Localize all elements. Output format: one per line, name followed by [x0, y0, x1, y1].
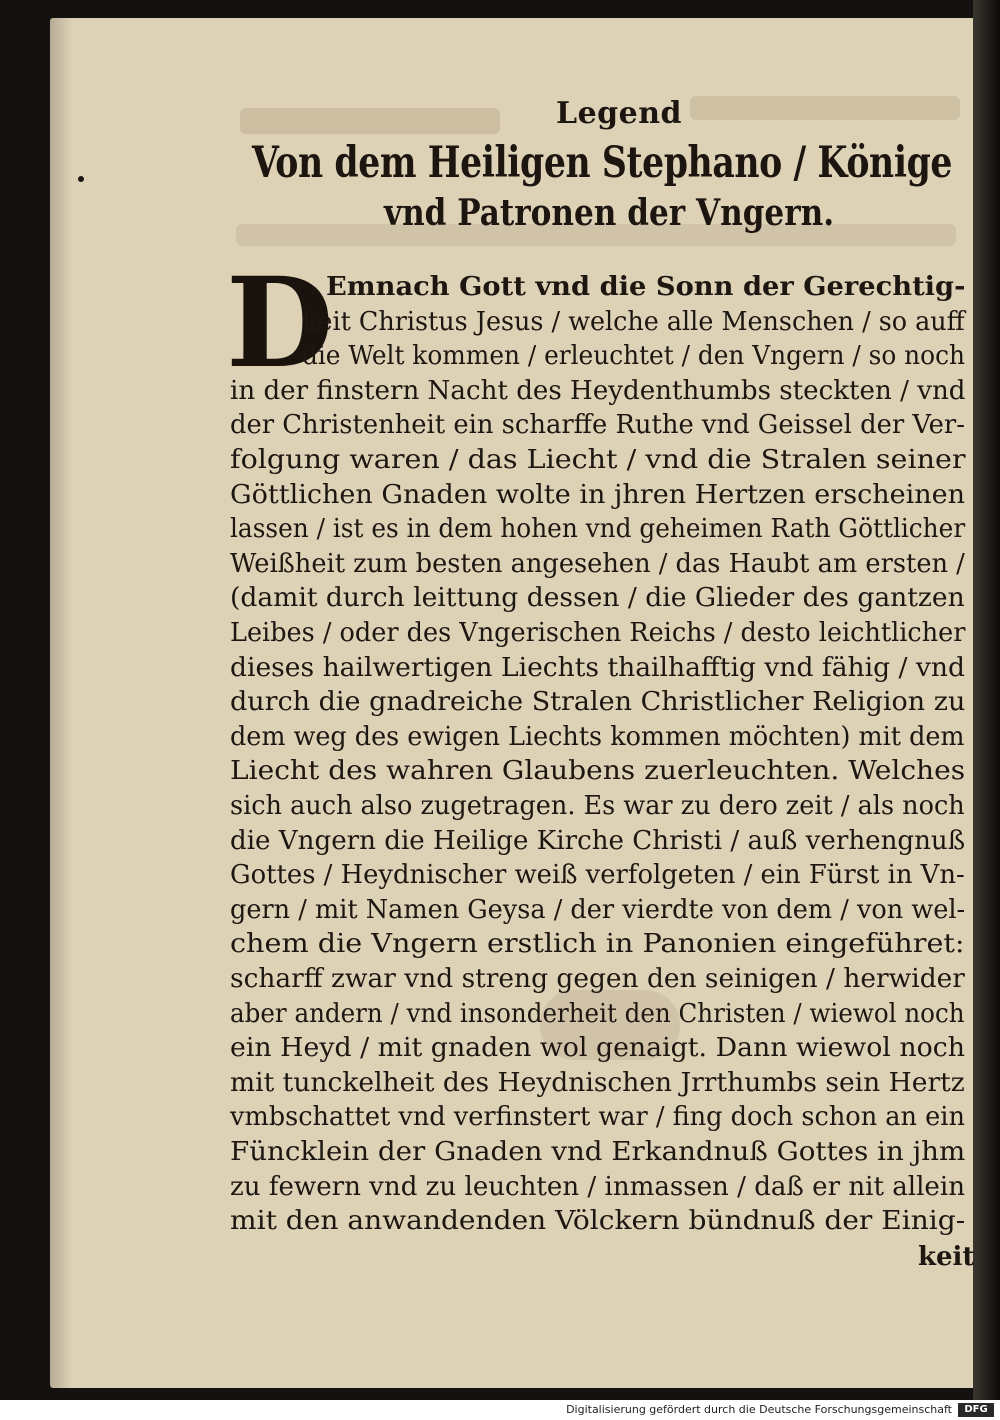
text-line: in der finstern Nacht des Heydenthumbs steckten / vnd — [230, 375, 966, 406]
show-through-mark — [690, 96, 960, 120]
drop-initial: D — [226, 251, 334, 396]
text-line: gern / mit Namen Geysa / der vierdte von dem / von wel- — [230, 894, 966, 925]
chapter-title: Von dem Heiligen Stephano / Könige — [252, 138, 953, 188]
text-line: Göttlichen Gnaden wolte in jhren Hertzen erscheinen — [230, 479, 966, 510]
text-line: Gottes / Heydnischer weiß verfolgeten / ein Fürst in Vn- — [230, 860, 965, 891]
text-line: ein Heyd / mit gnaden wol genaigt. Dann wiewol noch — [230, 1033, 965, 1064]
catchword: keit — [918, 1242, 975, 1272]
text-line: folgung waren / das Liecht / vnd die Stralen seiner — [230, 445, 966, 475]
text-line: durch die gnadreiche Stralen Christlicher Religion zu — [230, 687, 966, 718]
text-line: sich auch also zugetragen. Es war zu dero zeit / als noch — [230, 791, 965, 821]
page-inner-shadow — [50, 18, 72, 1388]
text-line: Füncklein der Gnaden vnd Erkandnuß Gottes in jhm — [230, 1137, 966, 1167]
text-line: scharff zwar vnd streng gegen den seinigen / herwider — [230, 964, 965, 994]
text-line: chem die Vngern erstlich in Panonien eingeführet: — [230, 929, 965, 960]
footer-bar — [0, 1400, 1000, 1420]
text-line: mit den anwandenden Völckern bündnuß der Einig- — [230, 1206, 966, 1237]
text-line: Liecht des wahren Glaubens zuerleuchten. Welches — [230, 756, 966, 787]
text-line: vmbschattet vnd verfinstert war / fing doch schon an ein — [230, 1102, 965, 1133]
running-head: Legend — [556, 96, 683, 131]
chapter-subtitle: vnd Patronen der Vngern. — [384, 192, 835, 234]
show-through-mark — [240, 108, 500, 134]
text-line: der Christenheit ein scharffe Ruthe vnd Geissel der Ver- — [230, 410, 965, 441]
book-gutter — [973, 0, 1000, 1400]
text-line: Emnach Gott vnd die Sonn der Gerechtig- — [326, 272, 966, 302]
text-line: dieses hailwertigen Liechts thailhafftig vnd fähig / vnd — [230, 652, 965, 683]
text-line: (damit durch leittung dessen / die Glieder des gantzen — [230, 583, 965, 614]
text-line: aber andern / vnd insonderheit den Christen / wiewol noch — [230, 998, 965, 1029]
funding-credit: Digitalisierung gefördert durch die Deutsche Forschungsgemeinschaft — [566, 1403, 952, 1416]
dfg-logo: DFG — [958, 1403, 994, 1417]
text-line: Leibes / oder des Vngerischen Reichs / desto leichtlicher — [230, 618, 966, 648]
text-line: lassen / ist es in dem hohen vnd geheimen Rath Göttlicher — [230, 514, 966, 545]
text-line: dem weg des ewigen Liechts kommen möchten) mit dem — [230, 721, 965, 752]
text-line: zu fewern vnd zu leuchten / inmassen / daß er nit allein — [230, 1171, 965, 1202]
text-line: die Welt kommen / erleuchtet / den Vngern / so noch — [302, 341, 965, 372]
text-line: mit tunckelheit des Heydnischen Jrrthumbs sein Hertz — [230, 1067, 965, 1098]
text-line: keit Christus Jesus / welche alle Menschen / so auff — [302, 306, 965, 337]
text-line: Weißheit zum besten angesehen / das Haubt am ersten / — [230, 548, 965, 579]
text-line: die Vngern die Heilige Kirche Christi / auß verhengnuß — [230, 825, 966, 856]
ink-speck — [78, 176, 84, 182]
